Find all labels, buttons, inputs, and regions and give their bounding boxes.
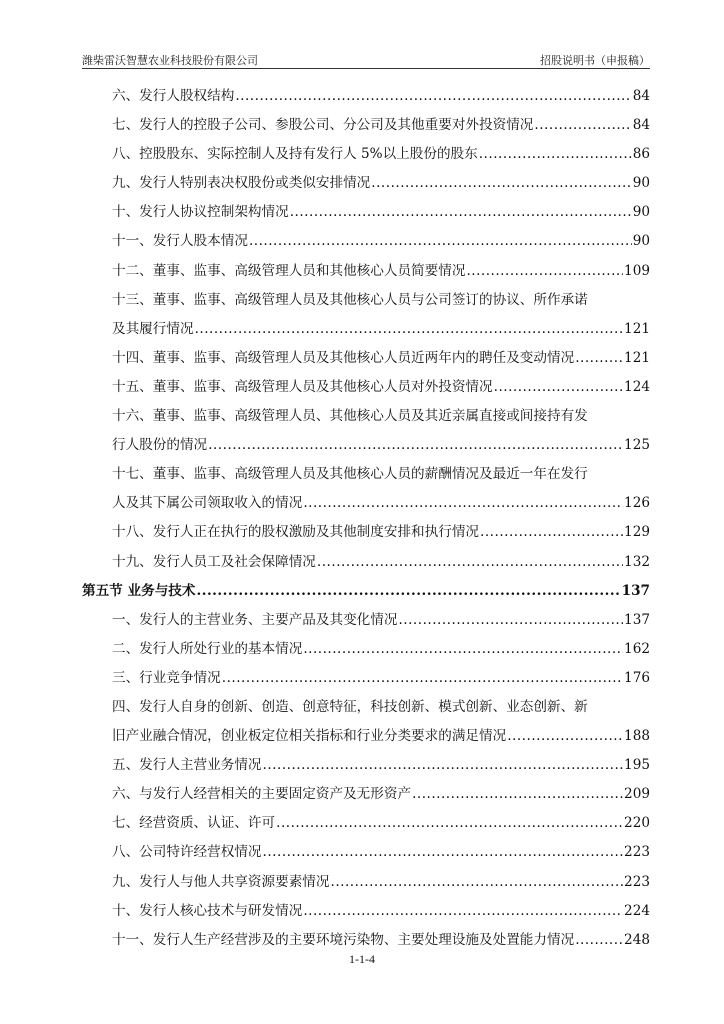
- toc-entry[interactable]: 八、控股股东、实际控制人及持有发行人 5%以上股份的股东 ..... 86: [82, 142, 650, 171]
- toc-entry-line2[interactable]: 及其履行情况 ..... 121: [82, 317, 650, 346]
- toc-entry-line1[interactable]: 十三、董事、监事、高级管理人员及其他核心人员与公司签订的协议、所作承诺: [112, 291, 588, 308]
- toc-entry[interactable]: 十九、发行人员工及社会保障情况 ..... 132: [82, 550, 650, 579]
- toc-entry[interactable]: 十八、发行人正在执行的股权激励及其他制度安排和执行情况 ..... 129: [82, 520, 650, 549]
- toc-section-heading[interactable]: 第五节 业务与技术 ..... 137: [82, 579, 650, 608]
- toc-entry[interactable]: 十、发行人协议控制架构情况 ..... 90: [82, 200, 650, 229]
- header-company: 潍柴雷沃智慧农业科技股份有限公司: [82, 54, 258, 67]
- toc-entry-line2[interactable]: 旧产业融合情况，创业板定位相关指标和行业分类要求的满足情况 ..... 188: [82, 724, 650, 753]
- header-doc-title: 招股说明书（申报稿）: [540, 54, 650, 67]
- toc-entry-line2[interactable]: 人及其下属公司领取收入的情况 ..... 126: [82, 491, 650, 520]
- toc-entry[interactable]: 七、经营资质、认证、许可 ..... 220: [82, 811, 650, 840]
- toc-entry[interactable]: 十四、董事、监事、高级管理人员及其他核心人员近两年内的聘任及变动情况 ..... 121: [82, 346, 650, 375]
- toc-entry[interactable]: 十、发行人核心技术与研发情况 ..... 224: [82, 899, 650, 928]
- toc-entry[interactable]: 十一、发行人股本情况 ..... 90: [82, 229, 650, 258]
- toc-entry[interactable]: 二、发行人所处行业的基本情况 ..... 162: [82, 637, 650, 666]
- toc-entry[interactable]: 五、发行人主营业务情况 ..... 195: [82, 753, 650, 782]
- toc-entry[interactable]: 九、发行人与他人共享资源要素情况 ..... 223: [82, 870, 650, 899]
- toc-entry-line2[interactable]: 行人股份的情况 ..... 125: [82, 433, 650, 462]
- toc-entry-line1[interactable]: 十七、董事、监事、高级管理人员及其他核心人员的薪酬情况及最近一年在发行: [112, 466, 588, 483]
- table-of-contents: [82, 84, 650, 957]
- toc-entry[interactable]: 六、与发行人经营相关的主要固定资产及无形资产 ..... 209: [82, 782, 650, 811]
- toc-entry[interactable]: 八、公司特许经营权情况 ..... 223: [82, 840, 650, 869]
- toc-entry[interactable]: 六、发行人股权结构 ..... 84: [82, 84, 650, 113]
- page-header: [82, 50, 650, 68]
- toc-entry[interactable]: 九、发行人特别表决权股份或类似安排情况 ..... 90: [82, 171, 650, 200]
- toc-entry[interactable]: 七、发行人的控股子公司、参股公司、分公司及其他重要对外投资情况 ..... 84: [82, 113, 650, 142]
- toc-entry[interactable]: 十二、董事、监事、高级管理人员和其他核心人员简要情况 ..... 109: [82, 259, 650, 288]
- toc-entry[interactable]: 十五、董事、监事、高级管理人员及其他核心人员对外投资情况 ..... 124: [82, 375, 650, 404]
- header-divider: [82, 68, 650, 69]
- page-number: 1-1-4: [349, 952, 375, 966]
- toc-entry[interactable]: 一、发行人的主营业务、主要产品及其变化情况 ..... 137: [82, 608, 650, 637]
- toc-entry-line1[interactable]: 十六、董事、监事、高级管理人员、其他核心人员及其近亲属直接或间接持有发: [112, 408, 588, 425]
- toc-entry[interactable]: 三、行业竞争情况 ..... 176: [82, 666, 650, 695]
- toc-entry[interactable]: 十一、发行人生产经营涉及的主要环境污染物、主要处理设施及处置能力情况 ..... 248: [82, 928, 650, 957]
- toc-entry-line1[interactable]: 四、发行人自身的创新、创造、创意特征，科技创新、模式创新、业态创新、新: [112, 698, 588, 715]
